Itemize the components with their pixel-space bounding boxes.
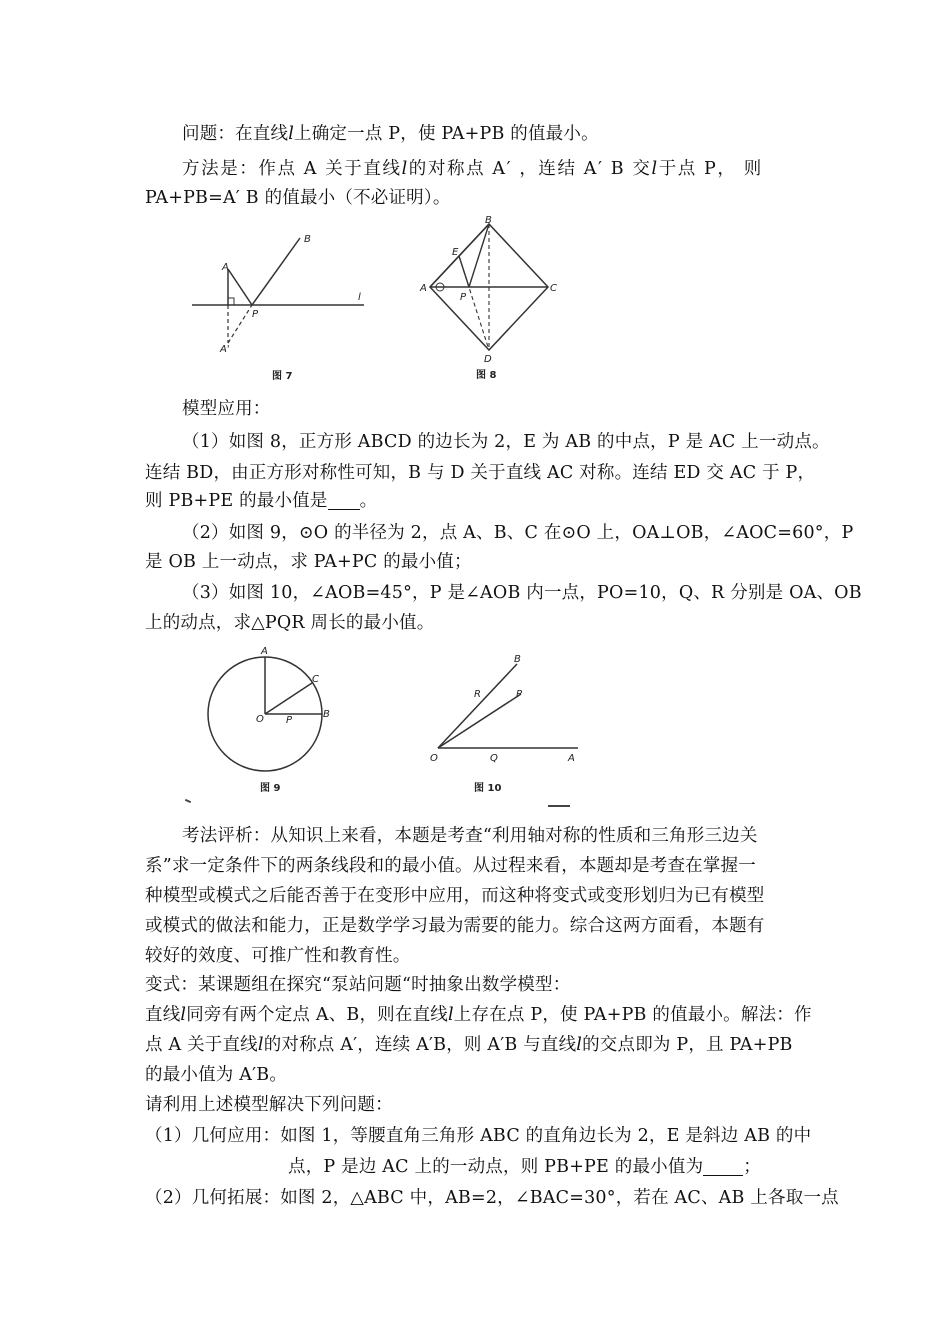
text-line: 连结 BD，由正方形对称性可知，B 与 D 关于直线 AC 对称。连结 ED 交 AC 于 P， bbox=[145, 463, 816, 483]
text: 于点 P， 则 bbox=[658, 159, 763, 179]
figure-caption: 图 9 bbox=[260, 783, 281, 794]
text: 的交点即为 P，且 PA+PB bbox=[582, 1035, 793, 1055]
figure-caption: 图 8 bbox=[476, 370, 497, 381]
text-line bbox=[145, 1003, 812, 1027]
text-line: 或模式的做法和能力，正是数学学习最为需要的能力。综合这两方面看，本题有 bbox=[145, 916, 765, 936]
text-line: 变式：某课题组在探究“泵站问题“时抽象出数学模型： bbox=[145, 975, 571, 995]
text-line: 请利用上述模型解决下列问题： bbox=[145, 1095, 393, 1115]
figure-caption: 图 10 bbox=[474, 783, 502, 794]
text-line bbox=[182, 157, 763, 181]
text-line: （1）如图 8，正方形 ABCD 的边长为 2，E 为 AB 的中点，P 是 AC 上一动点。 bbox=[182, 432, 830, 452]
text-line: （1）几何应用：如图 1，等腰直角三角形 ABC 的直角边长为 2，E 是斜边 AB 的中 bbox=[145, 1126, 812, 1146]
scan-mark bbox=[548, 805, 570, 807]
label-P: P bbox=[252, 309, 259, 320]
label-P: P bbox=[460, 292, 467, 303]
label-A: A bbox=[261, 646, 268, 657]
label-C: C bbox=[312, 674, 319, 685]
text: ； bbox=[743, 1157, 761, 1177]
figure-8 bbox=[412, 212, 572, 387]
line-symbol: l bbox=[257, 1035, 264, 1055]
answer-blank[interactable] bbox=[328, 491, 360, 510]
label-A: A bbox=[568, 753, 575, 764]
text: 同旁有两个定点 A、B，则在直线 bbox=[186, 1005, 448, 1025]
label-B: B bbox=[323, 709, 330, 720]
figure-caption: 图 7 bbox=[272, 371, 293, 382]
line-symbol: l bbox=[576, 1035, 583, 1055]
text: 方法是：作点 A 关于直线 bbox=[182, 159, 402, 179]
line-symbol: l bbox=[180, 1005, 187, 1025]
text-line: 上的动点，求△PQR 周长的最小值。 bbox=[145, 613, 435, 633]
text: 则 PB+PE 的最小值是 bbox=[145, 491, 328, 511]
line-symbol: l bbox=[401, 159, 409, 179]
text: 上确定一点 P，使 PA+PB 的值最小。 bbox=[294, 124, 599, 144]
label-Q: Q bbox=[490, 753, 498, 764]
text-line: 的最小值为 A′B。 bbox=[145, 1065, 288, 1085]
text: 点 A 关于直线 bbox=[145, 1035, 258, 1055]
scan-mark bbox=[185, 799, 191, 803]
figure-9 bbox=[198, 640, 358, 800]
answer-blank[interactable] bbox=[703, 1157, 743, 1176]
text: 直线 bbox=[145, 1005, 181, 1025]
label-B: B bbox=[304, 234, 311, 245]
text-line: 考法评析：从知识上来看，本题是考查“利用轴对称的性质和三角形三边关 bbox=[182, 826, 758, 846]
text-line: 系”求一定条件下的两条线段和的最小值。从过程来看，本题却是考查在掌握一 bbox=[145, 856, 756, 876]
text-line: PA+PB=A′ B 的值最小（不必证明）。 bbox=[145, 188, 451, 208]
line-symbol: l bbox=[651, 159, 659, 179]
label-R: R bbox=[474, 689, 481, 700]
text: 。 bbox=[359, 491, 378, 511]
text-line bbox=[182, 122, 599, 146]
text-line: （3）如图 10，∠AOB=45°，P 是∠AOB 内一点，PO=10，Q、R 分别是 OA、OB bbox=[182, 583, 862, 603]
text-line bbox=[288, 1155, 761, 1179]
text-line: （2）如图 9，⊙O 的半径为 2，点 A、B、C 在⊙O 上，OA⊥OB，∠AOC=60°，P bbox=[182, 523, 854, 543]
text: 上存在点 P，使 PA+PB 的值最小。解法：作 bbox=[453, 1005, 812, 1025]
label-A: A bbox=[420, 283, 427, 294]
text: 问题：在直线 bbox=[182, 124, 289, 144]
text-line: 种模型或模式之后能否善于在变形中应用，而这种将变式或变形划归为已有模型 bbox=[145, 886, 765, 906]
text: 的对称点 A′，连续 A′B，则 A′B 与直线 bbox=[263, 1035, 577, 1055]
label-P: P bbox=[516, 689, 523, 700]
label-B: B bbox=[485, 215, 492, 226]
label-C: C bbox=[550, 283, 557, 294]
label-E: E bbox=[452, 247, 459, 258]
label-A-prime: A' bbox=[220, 344, 230, 355]
label-O: O bbox=[430, 753, 438, 764]
text: 点，P 是边 AC 上的一动点，则 PB+PE 的最小值为 bbox=[288, 1157, 704, 1177]
text-line: 模型应用： bbox=[182, 399, 271, 419]
text-line: （2）几何拓展：如图 2，△ABC 中，AB=2，∠BAC=30°，若在 AC、AB 上各取一点 bbox=[145, 1188, 839, 1208]
label-D: D bbox=[484, 354, 492, 365]
line-symbol: l bbox=[447, 1005, 454, 1025]
label-O: O bbox=[256, 714, 264, 725]
label-A: A bbox=[222, 262, 229, 273]
label-l: l bbox=[358, 292, 361, 303]
line-symbol: l bbox=[288, 124, 295, 144]
label-P: P bbox=[286, 715, 293, 726]
figure-10 bbox=[426, 650, 586, 800]
label-B: B bbox=[514, 654, 521, 665]
text-line bbox=[145, 1033, 793, 1057]
text-line: 是 OB 上一动点，求 PA+PC 的最小值； bbox=[145, 552, 472, 572]
figure-7 bbox=[186, 228, 386, 388]
text: 的对称点 A′ ，连结 A′ B 交 bbox=[408, 159, 652, 179]
text-line bbox=[145, 489, 377, 513]
text-line: 较好的效度、可推广性和教育性。 bbox=[145, 946, 411, 966]
